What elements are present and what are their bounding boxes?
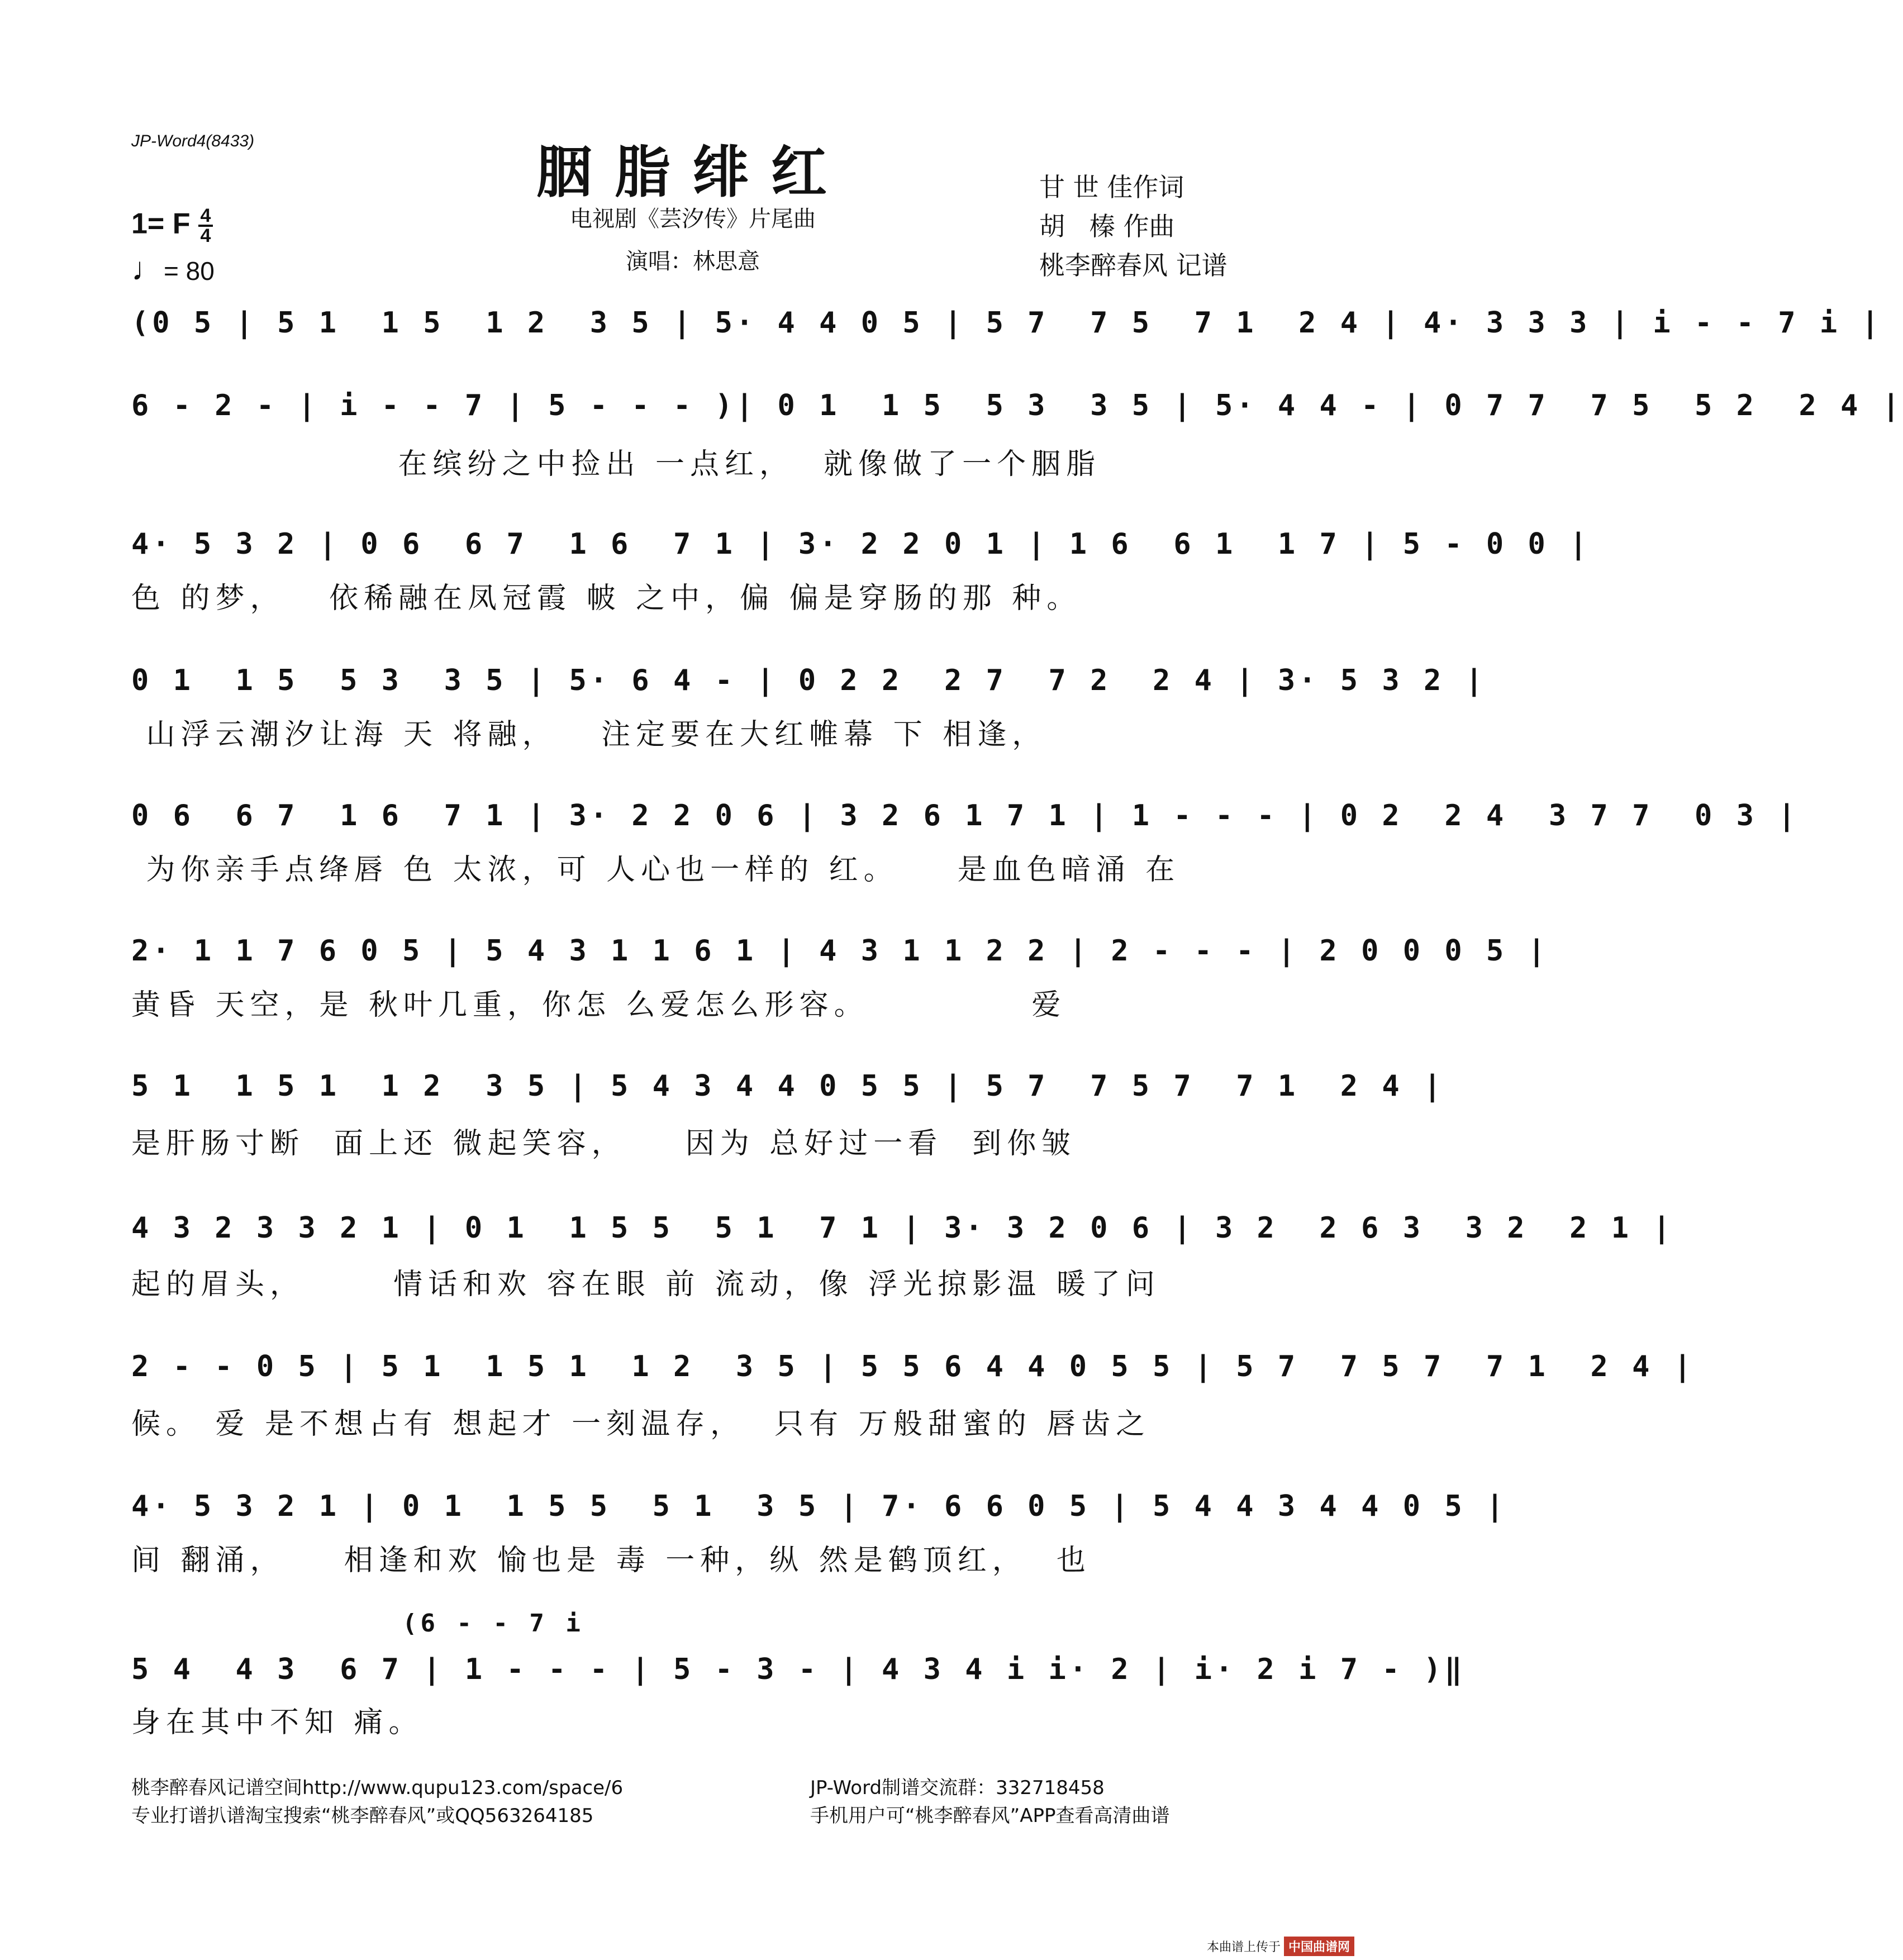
lyricist-credit: 甘 世 佳作词 [1039, 172, 1184, 202]
score-notes-line-3: 4· 5 3 2 | 0 6 6 7 1 6 7 1 | 3· 2 2 0 1 | 1 6 6 1 1 7 | 5 - 0 0 | [131, 527, 1591, 561]
score-lyrics-line-4: 山浮云潮汐让海 天 将融， 注定要在大红帷幕 下 相逢， [131, 718, 1047, 751]
score-notes-line-1: (0 5 | 5 1 1 5 1 2 3 5 | 5· 4 4 0 5 | 5 7 7 5 7 1 2 4 | 4· 3 3 3 | i - - 7 i | [131, 306, 1882, 340]
credits-block [1039, 168, 1228, 285]
upload-watermark [1207, 1937, 1354, 1956]
singer-credit: 演唱：林思意 [626, 249, 760, 274]
score-notes-line-8: 4 3 2 3 3 2 1 | 0 1 1 5 5 5 1 7 1 | 3· 3 2 0 6 | 3 2 2 6 3 3 2 2 1 | [131, 1211, 1674, 1245]
score-notes-line-11: 5 4 4 3 6 7 | 1 - - - | 5 - 3 - | 4 3 4 i i· 2 | i· 2 i 7 - )‖ [131, 1653, 1466, 1686]
time-sig-top: 4 [198, 207, 213, 227]
footer-right-line-2: 手机用户可“桃李醉春风”APP查看高清曲谱 [810, 1805, 1170, 1827]
score-lyrics-line-6: 黄昏 天空，是 秋叶几重，你怎 么爱怎么形容。 爱 [131, 988, 1067, 1022]
score-lyrics-line-8: 起的眉头， 情话和欢 容在眼 前 流动，像 浮光掠影温 暖了问 [131, 1268, 1160, 1301]
key-signature [131, 207, 213, 245]
composer-credit: 胡 榛 作曲 [1039, 211, 1175, 241]
footer-right-line-1: JP-Word制谱交流群：332718458 [810, 1777, 1105, 1799]
score-lyrics-line-3: 色 的梦， 依稀融在凤冠霞 帔 之中，偏 偏是穿肠的那 种。 [131, 582, 1082, 615]
score-notes-line-6: 2· 1 1 7 6 0 5 | 5 4 3 1 1 6 1 | 4 3 1 1 2 2 | 2 - - - | 2 0 0 0 5 | [131, 934, 1549, 968]
time-signature [198, 207, 213, 245]
score-notes-line-4: 0 1 1 5 5 3 3 5 | 5· 6 4 - | 0 2 2 2 7 7 2 2 4 | 3· 5 3 2 | [131, 664, 1486, 697]
score-lyrics-line-11: 身在其中不知 痛。 [131, 1706, 424, 1739]
site-logo: 中国曲谱网 [1284, 1937, 1354, 1956]
time-sig-bottom: 4 [200, 225, 211, 246]
quarter-note-icon: ♩ [131, 251, 164, 287]
score-lyrics-line-7: 是肝肠寸断 面上还 微起笑容， 因为 总好过一看 到你皱 [131, 1127, 1077, 1160]
footer-left-line-2: 专业打谱扒谱淘宝搜索“桃李醉春风”或QQ563264185 [131, 1805, 594, 1827]
tempo-value: = 80 [164, 256, 215, 286]
score-notes-line-9: 2 - - 0 5 | 5 1 1 5 1 1 2 3 5 | 5 5 6 4 4 0 5 5 | 5 7 7 5 7 7 1 2 4 | [131, 1350, 1695, 1383]
score-notes-line-5: 0 6 6 7 1 6 7 1 | 3· 2 2 0 6 | 3 2 6 1 7 1 | 1 - - - | 0 2 2 4 3 7 7 0 3 | [131, 799, 1799, 832]
score-notes-line-7: 5 1 1 5 1 1 2 3 5 | 5 4 3 4 4 0 5 5 | 5 7 7 5 7 7 1 2 4 | [131, 1069, 1445, 1103]
score-lyrics-line-10: 间 翻涌， 相逢和欢 愉也是 毒 一种，纵 然是鹤顶红， 也 [131, 1544, 1091, 1577]
footer-left-line-1: 桃李醉春风记谱空间http://www.qupu123.com/space/6 [131, 1777, 624, 1799]
score-lyrics-line-2: 在缤纷之中捡出 一点红， 就像做了一个胭脂 [131, 448, 1101, 481]
score-notes-line-2: 6 - 2 - | i - - 7 | 5 - - - )| 0 1 1 5 5 3 3 5 | 5· 4 4 - | 0 7 7 7 5 5 2 2 4 | [131, 389, 1903, 422]
song-subtitle: 电视剧《芸汐传》片尾曲 [570, 206, 816, 232]
upload-note: 本曲谱上传于 [1207, 1940, 1281, 1954]
tempo-marking [131, 250, 215, 288]
key-label: 1= F [131, 207, 191, 240]
app-tag: JP-Word4(8433) [131, 132, 255, 150]
transcriber-credit: 桃李醉春风 记谱 [1039, 250, 1228, 280]
score-notes-line-10: 4· 5 3 2 1 | 0 1 1 5 5 5 1 3 5 | 7· 6 6 0 5 | 5 4 4 3 4 4 0 5 | [131, 1490, 1507, 1523]
ending-alternate: (6 - - 7 i [402, 1609, 584, 1638]
score-lyrics-line-9: 候。 爱 是不想占有 想起才 一刻温存， 只有 万般甜蜜的 唇齿之 [131, 1407, 1151, 1441]
score-lyrics-line-5: 为你亲手点绛唇 色 太浓，可 人心也一样的 红。 是血色暗涌 在 [131, 853, 1181, 887]
song-title: 胭脂绯红 [536, 139, 849, 205]
